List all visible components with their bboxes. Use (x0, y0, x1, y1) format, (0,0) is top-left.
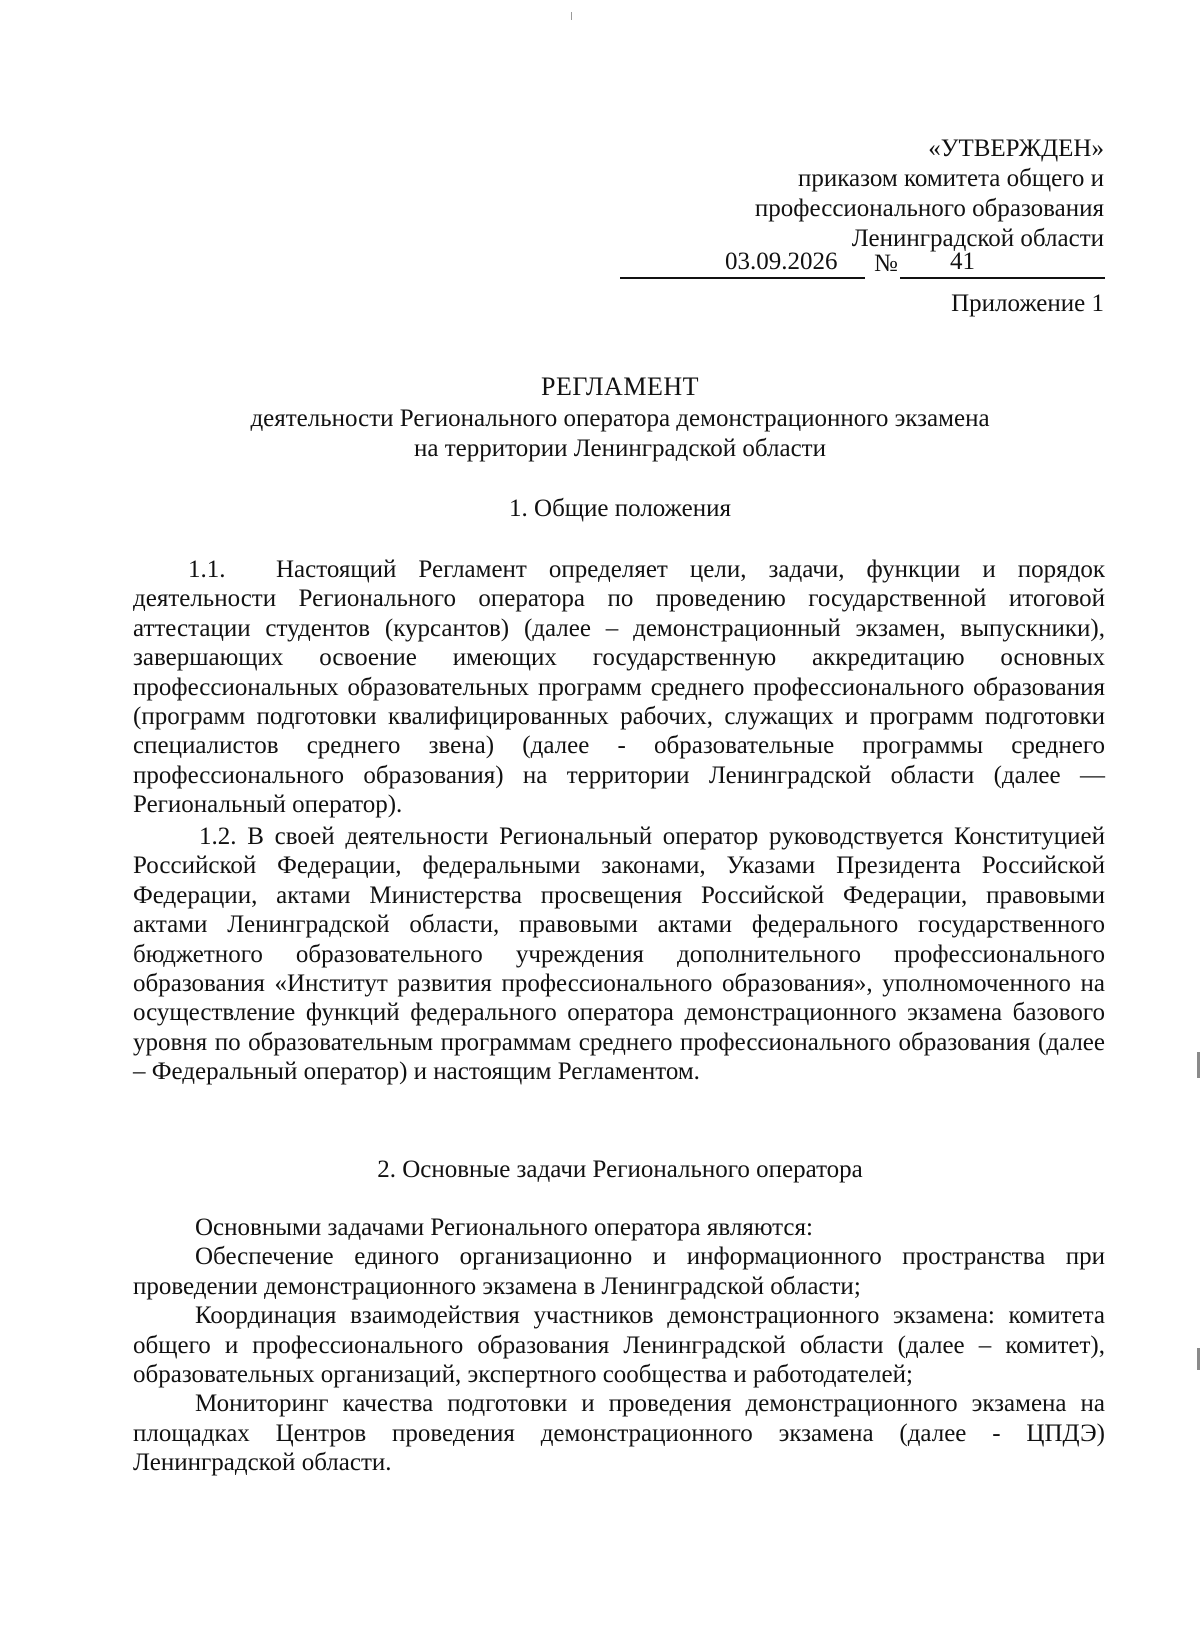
section-heading: 2. Основные задачи Регионального оператора (377, 1156, 863, 1183)
paragraph-text: Мониторинг качества подготовки и проведения демонстрационного экзамена на площадках Центров проведения демонстрационного экзамена (далее - ЦПДЭ) Ленинградской области. (133, 1390, 1105, 1477)
order-date-number (620, 247, 1105, 281)
order-date: 03.09.2026 (725, 248, 838, 275)
order-number-sign: № (874, 250, 898, 277)
order-number: 41 (950, 248, 975, 275)
approval-block (584, 134, 1104, 254)
approval-line: профессионального образования (754, 195, 1104, 222)
document-subtitle (130, 404, 1110, 464)
appendix-label: Приложение 1 (951, 290, 1104, 317)
paragraph-text: Настоящий Регламент определяет цели, задачи, функции и порядок деятельности Регионального оператора по проведению государственной итоговой аттестации студентов (курсантов) (далее – демонстрационный экзамен, выпускники), завершающих освоение имеющих государственную аккредитацию основных профессиональных образовательных программ среднего профессионального образования (программ подготовки квалифицированных рабочих, служащих и программ подготовки специалистов среднего звена) (далее - образовательные программы среднего профессионального образования) на территории Ленинградской области (далее — Региональный оператор). (133, 556, 1105, 819)
paragraph-number: 1.1. (188, 556, 226, 583)
paragraph-text: Обеспечение единого организационно и информационного пространства при проведении демонстрационного экзамена в Ленинградской области; (133, 1243, 1105, 1300)
document-title: РЕГЛАМЕНТ (541, 372, 699, 401)
paragraph (133, 822, 1105, 1087)
approved-label: «УТВЕРЖДЕН» (928, 135, 1104, 162)
approval-line: приказом комитета общего и (798, 165, 1104, 192)
approval-line: Ленинградской области (851, 225, 1104, 252)
number-underline (900, 277, 1105, 279)
paragraph-number: 1.2. (199, 823, 237, 850)
subtitle-line: на территории Ленинградской области (414, 435, 826, 462)
paragraph-text: Основными задачами Регионального оператора являются: (195, 1214, 813, 1241)
section-body (133, 1213, 1105, 1478)
section-heading: 1. Общие положения (509, 495, 731, 522)
subtitle-line: деятельности Регионального оператора демонстрационного экзамена (250, 405, 990, 432)
paragraph-text: В своей деятельности Региональный оператор руководствуется Конституцией Российской Федерации, федеральными законами, Указами Президента Российской Федерации, актами Министерства просвещения Российской Федерации, правовыми актами Ленинградской области, правовыми актами федерального государственного бюджетного образовательного учреждения дополнительного профессионального образования «Институт развития профессионального образования», уполномоченного на осуществление функций федерального оператора демонстрационного экзамена базового уровня по образовательным программам среднего профессионального образования (далее – Федеральный оператор) и настоящим Регламентом. (133, 823, 1106, 1086)
date-underline (620, 277, 865, 279)
paragraph-text: Координация взаимодействия участников демонстрационного экзамена: комитета общего и профессионального образования Ленинградской области (далее – комитет), образовательных организаций, экспертного сообщества и работодателей; (133, 1302, 1105, 1389)
paragraph (133, 555, 1105, 820)
scan-mark (571, 12, 572, 20)
